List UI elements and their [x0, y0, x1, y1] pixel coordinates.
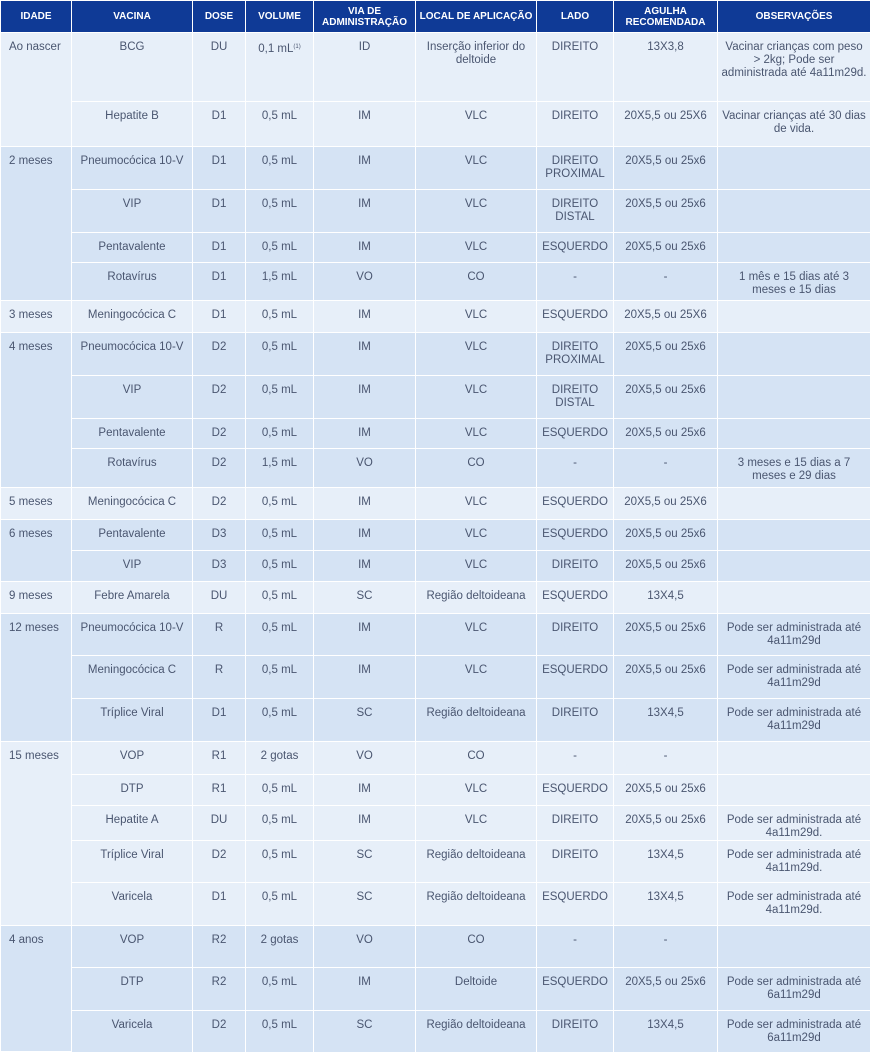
local-cell: Região deltoideana [416, 699, 537, 742]
dose-cell: D2 [193, 333, 246, 376]
lado-cell: DIREITO PROXIMAL [537, 333, 614, 376]
vacina-cell: Varicela [72, 1011, 193, 1052]
agulha-cell: - [614, 263, 718, 301]
volume-cell: 0,5 mL [246, 775, 314, 806]
via-cell: IM [314, 376, 416, 419]
lado-cell: DIREITO [537, 33, 614, 102]
agulha-cell: 20X5,5 ou 25x6 [614, 968, 718, 1011]
lado-cell: ESQUERDO [537, 656, 614, 699]
local-cell: Região deltoideana [416, 841, 537, 883]
vacina-cell: VIP [72, 190, 193, 233]
volume-cell: 0,5 mL [246, 614, 314, 656]
lado-cell: DIREITO [537, 841, 614, 883]
table-row [1, 419, 870, 449]
table-row [1, 742, 870, 775]
volume-cell: 1,5 mL [246, 263, 314, 301]
table-row [1, 376, 870, 419]
volume-cell: 0,5 mL [246, 301, 314, 333]
table-row [1, 190, 870, 233]
agulha-cell: 13X4,5 [614, 699, 718, 742]
idade-cell: 5 meses [1, 488, 72, 520]
lado-cell: - [537, 926, 614, 968]
table-row [1, 775, 870, 806]
observacoes-cell [718, 376, 870, 419]
via-cell: IM [314, 333, 416, 376]
agulha-cell: 20X5,5 ou 25X6 [614, 488, 718, 520]
observacoes-cell: 1 mês e 15 dias até 3 meses e 15 dias [718, 263, 870, 301]
via-cell: VO [314, 263, 416, 301]
local-cell: VLC [416, 520, 537, 551]
observacoes-cell: Pode ser administrada até 4a11m29d. [718, 883, 870, 926]
dose-cell: DU [193, 33, 246, 102]
idade-cell: 4 meses [1, 333, 72, 488]
via-cell: VO [314, 449, 416, 488]
vacina-cell: BCG [72, 33, 193, 102]
dose-cell: R2 [193, 926, 246, 968]
via-cell: IM [314, 488, 416, 520]
agulha-cell: - [614, 449, 718, 488]
agulha-cell: 13X4,5 [614, 841, 718, 883]
via-cell: VO [314, 742, 416, 775]
vacina-cell: Hepatite A [72, 806, 193, 841]
table-row [1, 520, 870, 551]
table-row [1, 1011, 870, 1052]
local-cell: Região deltoideana [416, 1011, 537, 1052]
dose-cell: D2 [193, 376, 246, 419]
header-observacoes: OBSERVAÇÕES [718, 1, 870, 33]
local-cell: CO [416, 449, 537, 488]
via-cell: SC [314, 582, 416, 614]
via-cell: IM [314, 614, 416, 656]
table-row [1, 582, 870, 614]
agulha-cell: 20X5,5 ou 25x6 [614, 614, 718, 656]
lado-cell: ESQUERDO [537, 419, 614, 449]
agulha-cell: 13X4,5 [614, 582, 718, 614]
via-cell: IM [314, 190, 416, 233]
observacoes-cell [718, 582, 870, 614]
volume-cell: 0,5 mL [246, 520, 314, 551]
dose-cell: DU [193, 582, 246, 614]
agulha-cell: 20X5,5 ou 25x6 [614, 333, 718, 376]
lado-cell: - [537, 742, 614, 775]
dose-cell: D2 [193, 449, 246, 488]
local-cell: VLC [416, 301, 537, 333]
idade-cell: 6 meses [1, 520, 72, 582]
lado-cell: ESQUERDO [537, 233, 614, 263]
dose-cell: D2 [193, 488, 246, 520]
volume-cell: 2 gotas [246, 742, 314, 775]
via-cell: ID [314, 33, 416, 102]
volume-cell: 0,5 mL [246, 699, 314, 742]
agulha-cell: 20X5,5 ou 25x6 [614, 419, 718, 449]
observacoes-cell [718, 301, 870, 333]
vacina-cell: VOP [72, 926, 193, 968]
table-row [1, 333, 870, 376]
dose-cell: D1 [193, 102, 246, 147]
header-volume: VOLUME [246, 1, 314, 33]
lado-cell: DIREITO [537, 551, 614, 582]
volume-cell [246, 33, 314, 102]
vacina-cell: Rotavírus [72, 263, 193, 301]
header-lado: LADO [537, 1, 614, 33]
vacina-cell: Meningocócica C [72, 301, 193, 333]
lado-cell: ESQUERDO [537, 488, 614, 520]
table-header-row [1, 1, 870, 33]
agulha-cell: - [614, 742, 718, 775]
via-cell: IM [314, 233, 416, 263]
dose-cell: D2 [193, 419, 246, 449]
volume-cell: 0,5 mL [246, 1011, 314, 1052]
vacina-cell: Pentavalente [72, 520, 193, 551]
table-row [1, 233, 870, 263]
table-row [1, 147, 870, 190]
lado-cell: ESQUERDO [537, 582, 614, 614]
observacoes-cell: Pode ser administrada até 6a11m29d [718, 968, 870, 1011]
vacina-cell: Hepatite B [72, 102, 193, 147]
agulha-cell: 20X5,5 ou 25x6 [614, 656, 718, 699]
idade-cell: 12 meses [1, 614, 72, 742]
idade-cell: 9 meses [1, 582, 72, 614]
via-cell: IM [314, 806, 416, 841]
vacina-cell: Tríplice Viral [72, 841, 193, 883]
observacoes-cell [718, 233, 870, 263]
lado-cell: ESQUERDO [537, 968, 614, 1011]
agulha-cell: 20X5,5 ou 25x6 [614, 233, 718, 263]
idade-cell: 3 meses [1, 301, 72, 333]
vacina-cell: Meningocócica C [72, 656, 193, 699]
local-cell: VLC [416, 147, 537, 190]
via-cell: IM [314, 520, 416, 551]
vacina-cell: Varicela [72, 883, 193, 926]
lado-cell: - [537, 449, 614, 488]
lado-cell: ESQUERDO [537, 301, 614, 333]
dose-cell: D1 [193, 883, 246, 926]
header-local: LOCAL DE APLICAÇÃO [416, 1, 537, 33]
observacoes-cell [718, 551, 870, 582]
idade-cell: 15 meses [1, 742, 72, 926]
lado-cell: DIREITO [537, 806, 614, 841]
local-cell: VLC [416, 419, 537, 449]
volume-cell: 0,5 mL [246, 582, 314, 614]
via-cell: IM [314, 301, 416, 333]
volume-cell: 0,5 mL [246, 883, 314, 926]
local-cell: CO [416, 926, 537, 968]
table-row [1, 301, 870, 333]
lado-cell: - [537, 263, 614, 301]
header-via: VIA DE ADMINISTRAÇÃO [314, 1, 416, 33]
agulha-cell: 13X3,8 [614, 33, 718, 102]
vacina-cell: Tríplice Viral [72, 699, 193, 742]
observacoes-cell: Pode ser administrada até 4a11m29d. [718, 806, 870, 841]
table-row [1, 926, 870, 968]
via-cell: IM [314, 147, 416, 190]
observacoes-cell: 3 meses e 15 dias a 7 meses e 29 dias [718, 449, 870, 488]
lado-cell: DIREITO DISTAL [537, 376, 614, 419]
vacina-cell: DTP [72, 775, 193, 806]
agulha-cell: 20X5,5 ou 25X6 [614, 102, 718, 147]
idade-cell: 4 anos [1, 926, 72, 1052]
observacoes-cell: Vacinar crianças com peso > 2kg; Pode ser administrada até 4a11m29d. [718, 33, 870, 102]
lado-cell: DIREITO [537, 614, 614, 656]
table-row [1, 968, 870, 1011]
lado-cell: DIREITO [537, 102, 614, 147]
observacoes-cell [718, 147, 870, 190]
lado-cell: ESQUERDO [537, 775, 614, 806]
observacoes-cell [718, 520, 870, 551]
volume-cell: 0,5 mL [246, 333, 314, 376]
idade-cell: 2 meses [1, 147, 72, 301]
local-cell: VLC [416, 775, 537, 806]
observacoes-cell [718, 775, 870, 806]
agulha-cell: 20X5,5 ou 25X6 [614, 301, 718, 333]
observacoes-cell: Pode ser administrada até 4a11m29d. [718, 841, 870, 883]
dose-cell: D1 [193, 301, 246, 333]
local-cell: VLC [416, 551, 537, 582]
local-cell: VLC [416, 614, 537, 656]
observacoes-cell: Pode ser administrada até 6a11m29d [718, 1011, 870, 1052]
observacoes-cell [718, 488, 870, 520]
agulha-cell: 20X5,5 ou 25x6 [614, 376, 718, 419]
observacoes-cell [718, 742, 870, 775]
via-cell: IM [314, 775, 416, 806]
agulha-cell: 20X5,5 ou 25x6 [614, 147, 718, 190]
observacoes-cell [718, 190, 870, 233]
dose-cell: D1 [193, 147, 246, 190]
local-cell: VLC [416, 102, 537, 147]
local-cell: Deltoide [416, 968, 537, 1011]
vacina-cell: Rotavírus [72, 449, 193, 488]
via-cell: IM [314, 102, 416, 147]
local-cell: VLC [416, 233, 537, 263]
via-cell: SC [314, 841, 416, 883]
volume-cell: 0,5 mL [246, 551, 314, 582]
table-row [1, 656, 870, 699]
agulha-cell: 13X4,5 [614, 1011, 718, 1052]
dose-cell: R [193, 614, 246, 656]
table-row [1, 614, 870, 656]
dose-cell: D3 [193, 520, 246, 551]
table-row [1, 449, 870, 488]
volume-footnote: (1) [293, 44, 301, 50]
volume-cell: 1,5 mL [246, 449, 314, 488]
dose-cell: D2 [193, 841, 246, 883]
header-agulha: AGULHA RECOMENDADA [614, 1, 718, 33]
table-row [1, 33, 870, 102]
volume-cell: 0,5 mL [246, 419, 314, 449]
lado-cell: ESQUERDO [537, 883, 614, 926]
vacina-cell: Pneumocócica 10-V [72, 614, 193, 656]
table-row [1, 263, 870, 301]
vacina-cell: Pneumocócica 10-V [72, 333, 193, 376]
lado-cell: DIREITO DISTAL [537, 190, 614, 233]
local-cell: CO [416, 263, 537, 301]
local-cell: VLC [416, 488, 537, 520]
volume-cell: 0,5 mL [246, 233, 314, 263]
lado-cell: ESQUERDO [537, 520, 614, 551]
local-cell: VLC [416, 333, 537, 376]
lado-cell: DIREITO PROXIMAL [537, 147, 614, 190]
observacoes-cell: Pode ser administrada até 4a11m29d [718, 656, 870, 699]
volume-cell: 0,5 mL [246, 488, 314, 520]
volume-cell: 0,5 mL [246, 841, 314, 883]
vacina-cell: Meningocócica C [72, 488, 193, 520]
local-cell: VLC [416, 376, 537, 419]
local-cell: VLC [416, 656, 537, 699]
volume-cell: 0,5 mL [246, 102, 314, 147]
table-row [1, 102, 870, 147]
volume-cell: 0,5 mL [246, 147, 314, 190]
dose-cell: R1 [193, 742, 246, 775]
table-row [1, 806, 870, 841]
lado-cell: DIREITO [537, 699, 614, 742]
via-cell: SC [314, 1011, 416, 1052]
vacina-cell: VIP [72, 551, 193, 582]
vacina-cell: Febre Amarela [72, 582, 193, 614]
vacina-cell: Pneumocócica 10-V [72, 147, 193, 190]
table-row [1, 883, 870, 926]
via-cell: IM [314, 968, 416, 1011]
dose-cell: D3 [193, 551, 246, 582]
vacina-cell: VOP [72, 742, 193, 775]
table-row [1, 551, 870, 582]
header-vacina: VACINA [72, 1, 193, 33]
observacoes-cell: Vacinar crianças até 30 dias de vida. [718, 102, 870, 147]
dose-cell: R2 [193, 968, 246, 1011]
agulha-cell: 13X4,5 [614, 883, 718, 926]
table-row [1, 699, 870, 742]
via-cell: IM [314, 656, 416, 699]
volume-value: 0,1 mL [258, 43, 294, 55]
vacina-cell: Pentavalente [72, 233, 193, 263]
via-cell: SC [314, 883, 416, 926]
vacina-cell: DTP [72, 968, 193, 1011]
local-cell: Inserção inferior do deltoide [416, 33, 537, 102]
vacina-cell: Pentavalente [72, 419, 193, 449]
local-cell: VLC [416, 806, 537, 841]
observacoes-cell [718, 333, 870, 376]
agulha-cell: 20X5,5 ou 25x6 [614, 551, 718, 582]
volume-cell: 0,5 mL [246, 376, 314, 419]
dose-cell: D1 [193, 233, 246, 263]
observacoes-cell: Pode ser administrada até 4a11m29d [718, 699, 870, 742]
table-row [1, 488, 870, 520]
dose-cell: D1 [193, 263, 246, 301]
header-dose: DOSE [193, 1, 246, 33]
via-cell: SC [314, 699, 416, 742]
volume-cell: 0,5 mL [246, 656, 314, 699]
dose-cell: DU [193, 806, 246, 841]
observacoes-cell [718, 926, 870, 968]
via-cell: IM [314, 551, 416, 582]
local-cell: CO [416, 742, 537, 775]
table-row [1, 841, 870, 883]
lado-cell: DIREITO [537, 1011, 614, 1052]
via-cell: VO [314, 926, 416, 968]
observacoes-cell: Pode ser administrada até 4a11m29d [718, 614, 870, 656]
vacina-cell: VIP [72, 376, 193, 419]
observacoes-cell [718, 419, 870, 449]
dose-cell: D2 [193, 1011, 246, 1052]
local-cell: Região deltoideana [416, 883, 537, 926]
dose-cell: R [193, 656, 246, 699]
agulha-cell: 20X5,5 ou 25x6 [614, 520, 718, 551]
dose-cell: D1 [193, 699, 246, 742]
agulha-cell: 20X5,5 ou 25x6 [614, 806, 718, 841]
via-cell: IM [314, 419, 416, 449]
local-cell: Região deltoideana [416, 582, 537, 614]
dose-cell: R1 [193, 775, 246, 806]
header-idade: IDADE [1, 1, 72, 33]
agulha-cell: - [614, 926, 718, 968]
volume-cell: 2 gotas [246, 926, 314, 968]
volume-cell: 0,5 mL [246, 190, 314, 233]
agulha-cell: 20X5,5 ou 25x6 [614, 775, 718, 806]
idade-cell: Ao nascer [1, 33, 72, 147]
volume-cell: 0,5 mL [246, 968, 314, 1011]
local-cell: VLC [416, 190, 537, 233]
volume-cell: 0,5 mL [246, 806, 314, 841]
dose-cell: D1 [193, 190, 246, 233]
agulha-cell: 20X5,5 ou 25x6 [614, 190, 718, 233]
